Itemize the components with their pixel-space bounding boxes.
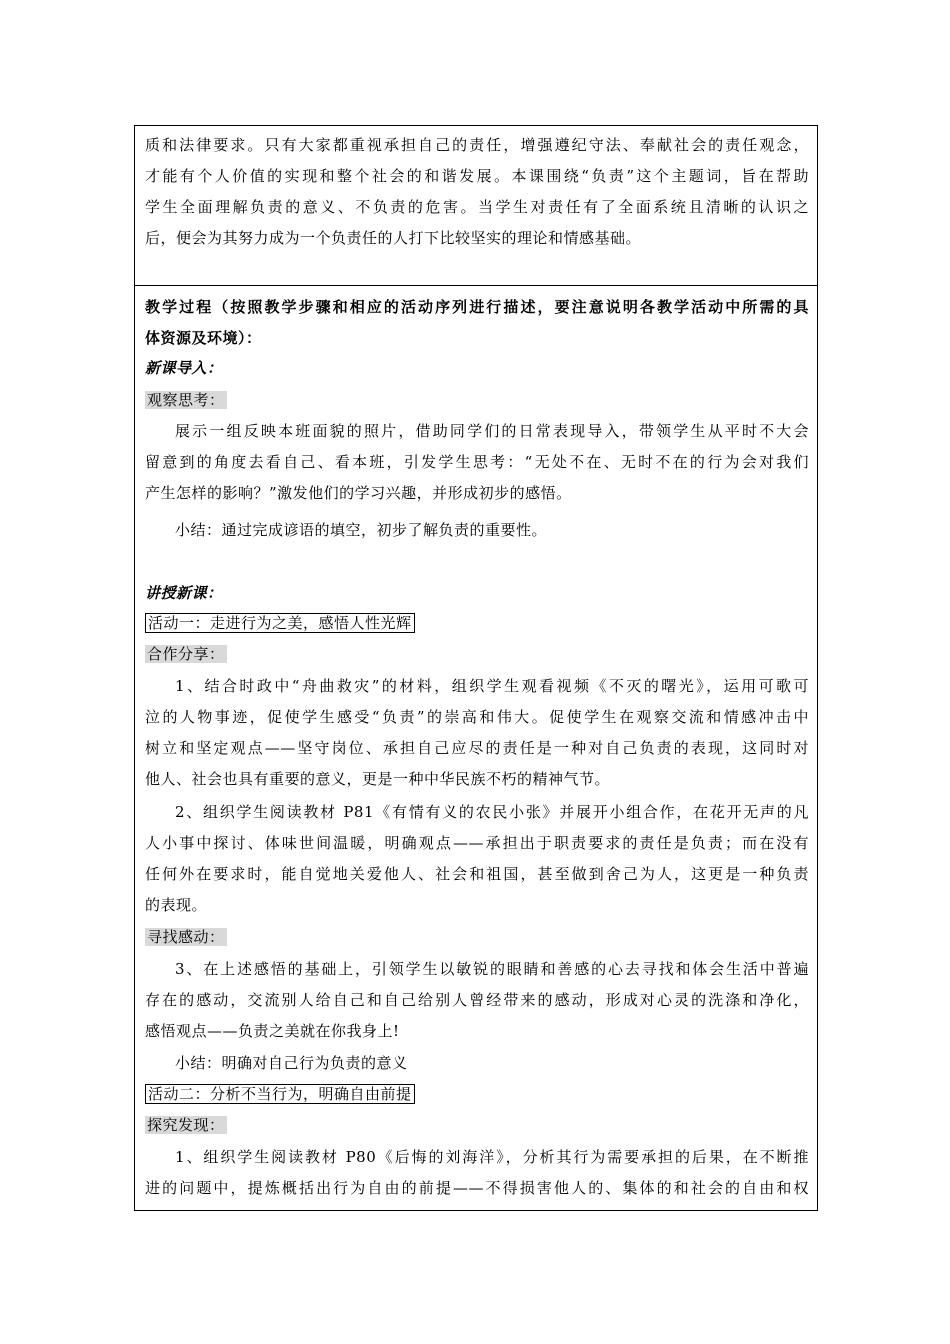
- section-heading-teach-new: 讲授新课：: [145, 584, 223, 602]
- coop-p2-line: 任何外在要求时，能自觉地关爱他人、社会和祖国，甚至做到舍己为人，这更是一种负责: [145, 865, 809, 883]
- observe-line: 留意到的角度去看自己、看本班，引发学生思考：“无处不在、无时不在的行为会对我们: [145, 453, 809, 471]
- process-heading: 教学过程（按照教学步骤和相应的活动序列进行描述，要注意说明各教学活动中所需的具: [145, 298, 809, 316]
- coop-p1-line: 泣的人物事迹，促使学生感受“负责”的崇高和伟大。促使学生在观察交流和情感冲击中: [145, 708, 809, 726]
- observe-label-row: [145, 385, 809, 415]
- find-label: 寻找感动：: [147, 928, 225, 946]
- explore-label: 探究发现：: [147, 1116, 225, 1134]
- intro-line: 学生全面理解负责的意义、不负责的危害。当学生对责任有了全面系统且清晰的认识之: [145, 198, 809, 216]
- find-line: 存在的感动，交流别人给自己和自己给别人曾经带来的感动，形成对心灵的洗涤和净化，: [145, 991, 809, 1009]
- observe-line: 产生怎样的影响？”激发他们的学习兴趣，并形成初步的感悟。: [145, 484, 572, 502]
- coop-p2-line: 人小事中探讨、体味世间温暖，明确观点——承担出于职责要求的责任是负责；而在没有: [145, 834, 809, 852]
- lesson-table: [134, 125, 818, 1211]
- coop-p1-line: 他人、社会也具有重要的意义，更是一种中华民族不朽的精神气节。: [145, 770, 611, 788]
- observe-line: 展示一组反映本班面貌的照片，借助同学们的日常表现导入，带领学生从平时不大会: [175, 422, 809, 440]
- explore-label-row: [145, 1110, 809, 1140]
- activity1-row: [145, 608, 809, 638]
- activity1-title: 活动一：走进行为之美，感悟人性光辉: [145, 613, 415, 633]
- coop-label: 合作分享：: [147, 645, 225, 663]
- activity2-title: 活动二：分析不当行为，明确自由前提: [145, 1084, 415, 1104]
- find-line: 感悟观点——负责之美就在你我身上!: [145, 1022, 400, 1040]
- section-heading-new-lesson-intro: 新课导入：: [145, 359, 223, 377]
- intro-cell: [135, 126, 817, 286]
- coop-p1-line: 1、结合时政中“舟曲救灾”的材料，组织学生观看视频《不灭的曙光》，运用可歌可: [175, 677, 809, 695]
- find-line: 3、在上述感悟的基础上，引领学生以敏锐的眼睛和善感的心去寻找和体会生活中普遍: [175, 960, 809, 978]
- process-cell: [135, 286, 817, 1210]
- process-heading: 体资源及环境）：: [145, 329, 262, 347]
- coop-p2-line: 2、组织学生阅读教材 P81《有情有义的农民小张》并展开小组合作，在花开无声的凡: [175, 803, 809, 821]
- summary-2: 小结：明确对自己行为负责的意义: [175, 1054, 408, 1072]
- intro-line: 后，便会为其努力成为一个负责任的人打下比较坚实的理论和情感基础。: [145, 229, 642, 247]
- observe-label: 观察思考：: [147, 391, 225, 409]
- explore-line: 进的问题中，提炼概括出行为自由的前提——不得损害他人的、集体的和社会的自由和权: [145, 1179, 809, 1197]
- coop-p2-line: 的表现。: [145, 896, 208, 914]
- activity2-row: [145, 1079, 809, 1109]
- coop-p1-line: 树立和坚定观点——坚守岗位、承担自己应尽的责任是一种对自己负责的表现，这同时对: [145, 739, 809, 757]
- summary-1: 小结：通过完成谚语的填空，初步了解负责的重要性。: [175, 521, 548, 539]
- coop-label-row: [145, 639, 809, 669]
- intro-line: 才能有个人价值的实现和整个社会的和谐发展。本课围绕“负责”这个主题词，旨在帮助: [145, 167, 809, 185]
- explore-line: 1、组织学生阅读教材 P80《后悔的刘海洋》，分析其行为需要承担的后果，在不断推: [175, 1148, 809, 1166]
- intro-line: 质和法律要求。只有大家都重视承担自己的责任，增强遵纪守法、奉献社会的责任观念，: [145, 136, 809, 154]
- find-label-row: [145, 922, 809, 952]
